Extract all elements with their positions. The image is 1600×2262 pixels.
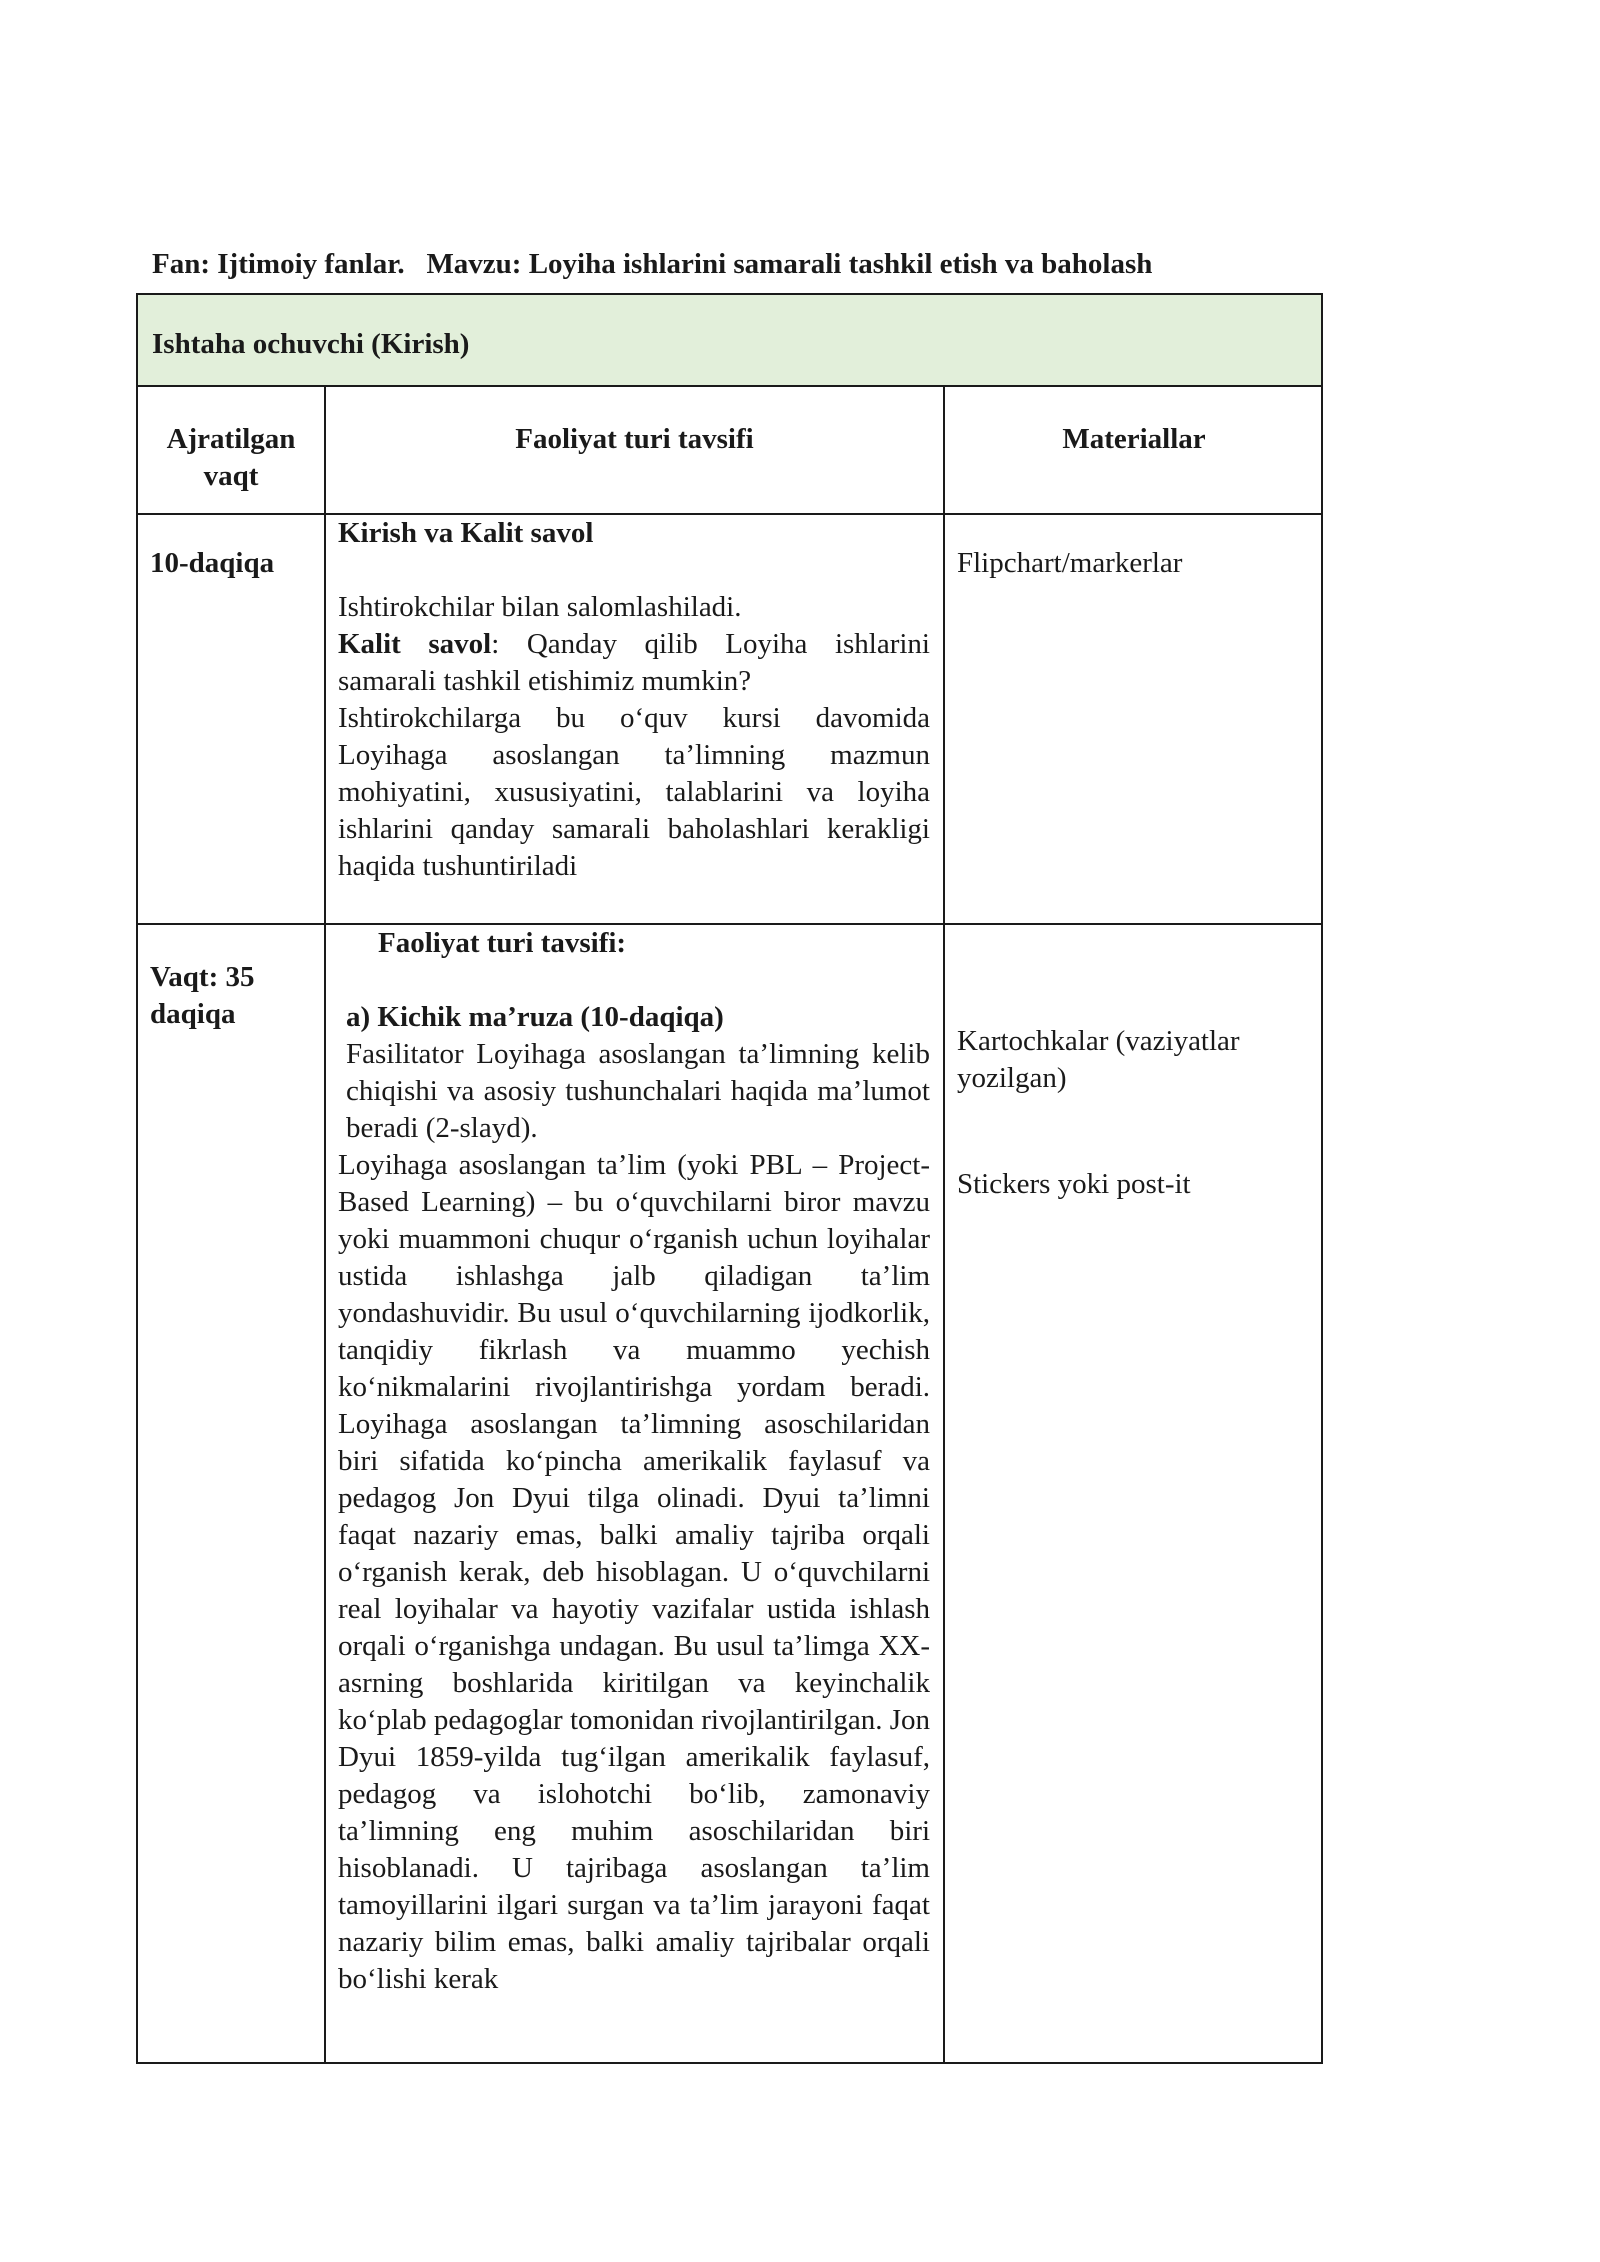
column-header-activity: Faoliyat turi tavsifi: [515, 423, 754, 455]
row1-key-question: [338, 626, 930, 700]
row2-materials-stickers: Stickers yoki post-it: [957, 1168, 1191, 1200]
row1-time: 10-daqiqa: [150, 547, 275, 579]
row2-heading: Faoliyat turi tavsifi:: [378, 927, 627, 959]
row1-activity: [338, 515, 930, 885]
page-title: [152, 248, 1152, 281]
lesson-plan-table: [136, 293, 1323, 2064]
row2-activity: [338, 925, 930, 1998]
row2-time: Vaqt: 35 daqiqa: [150, 961, 255, 1030]
subject-label: Fan: Ijtimoiy fanlar.: [152, 248, 405, 280]
column-header-materials: Materiallar: [1062, 423, 1206, 455]
row1-greeting: Ishtirokchilar bilan salomlashiladi.: [338, 591, 742, 623]
row1-description: Ishtirokchilarga bu o‘quv kursi davomida Loyihaga asoslangan ta’limning mazmun mohiyatini, xususiyatini, talablarini va loyiha ishlarini qanday samarali baholashlari kerakligi haqida tushuntiriladi: [338, 702, 930, 882]
key-question-text: : Qanday qilib Loyiha ishlarini samarali tashkil etishimiz mumkin?: [338, 628, 930, 697]
column-divider: [943, 387, 945, 2062]
row2-body: Loyihaga asoslangan ta’lim (yoki PBL – Project-Based Learning) – bu o‘quvchilarni biror mavzu yoki muammoni chuqur o‘rganish uchun loyihalar ustida ishlashga jalb qiladigan ta’lim yondashuvidir. Bu usul o‘quvchilarning ijodkorlik, tanqidiy fikrlash va muammo yechish ko‘nikmalarini rivojlantirishga yordam beradi. Loyihaga asoslangan ta’limning asoschilaridan biri sifatida ko‘pincha amerikalik faylasuf va pedagog Jon Dyui tilga olinadi. Dyui ta’limni faqat nazariy emas, balki amaliy tajriba orqali o‘rganish kerak, deb hisoblagan. U o‘quvchilarni real loyihalar va hayotiy vazifalar ustida ishlash orqali o‘rganishga undagan. Bu usul ta’limga XX-asrning boshlarida kiritilgan va keyinchalik ko‘plab pedagoglar tomonidan rivojlantirilgan. Jon Dyui 1859-yilda tug‘ilgan amerikalik faylasuf, pedagog va islohotchi bo‘lib, zamonaviy ta’limning eng muhim asoschilaridan biri hisoblanadi. U tajribaga asoslangan ta’lim tamoyillarini ilgari surgan va ta’lim jarayoni faqat nazariy bilim emas, balki amaliy tajribalar orqali bo‘lishi kerak: [338, 1149, 930, 1995]
column-header-time: Ajratilgan vaqt: [166, 423, 296, 492]
key-question-label: Kalit savol: [338, 628, 492, 660]
topic-label: Mavzu: Loyiha ishlarini samarali tashkil etish va baholash: [426, 248, 1153, 280]
row2-subheading: a) Kichik ma’ruza (10-daqiqa): [346, 1001, 724, 1033]
row1-heading: Kirish va Kalit savol: [338, 517, 594, 549]
row2-intro: Fasilitator Loyihaga asoslangan ta’limning kelib chiqishi va asosiy tushunchalari haqida ma’lumot beradi (2-slayd).: [346, 1038, 930, 1144]
section-header: Ishtaha ochuvchi (Kirish): [138, 295, 1321, 387]
row2-materials-cards: Kartochkalar (vaziyatlar yozilgan): [957, 1025, 1240, 1094]
column-divider: [324, 387, 326, 2062]
row1-materials: Flipchart/markerlar: [957, 547, 1183, 579]
